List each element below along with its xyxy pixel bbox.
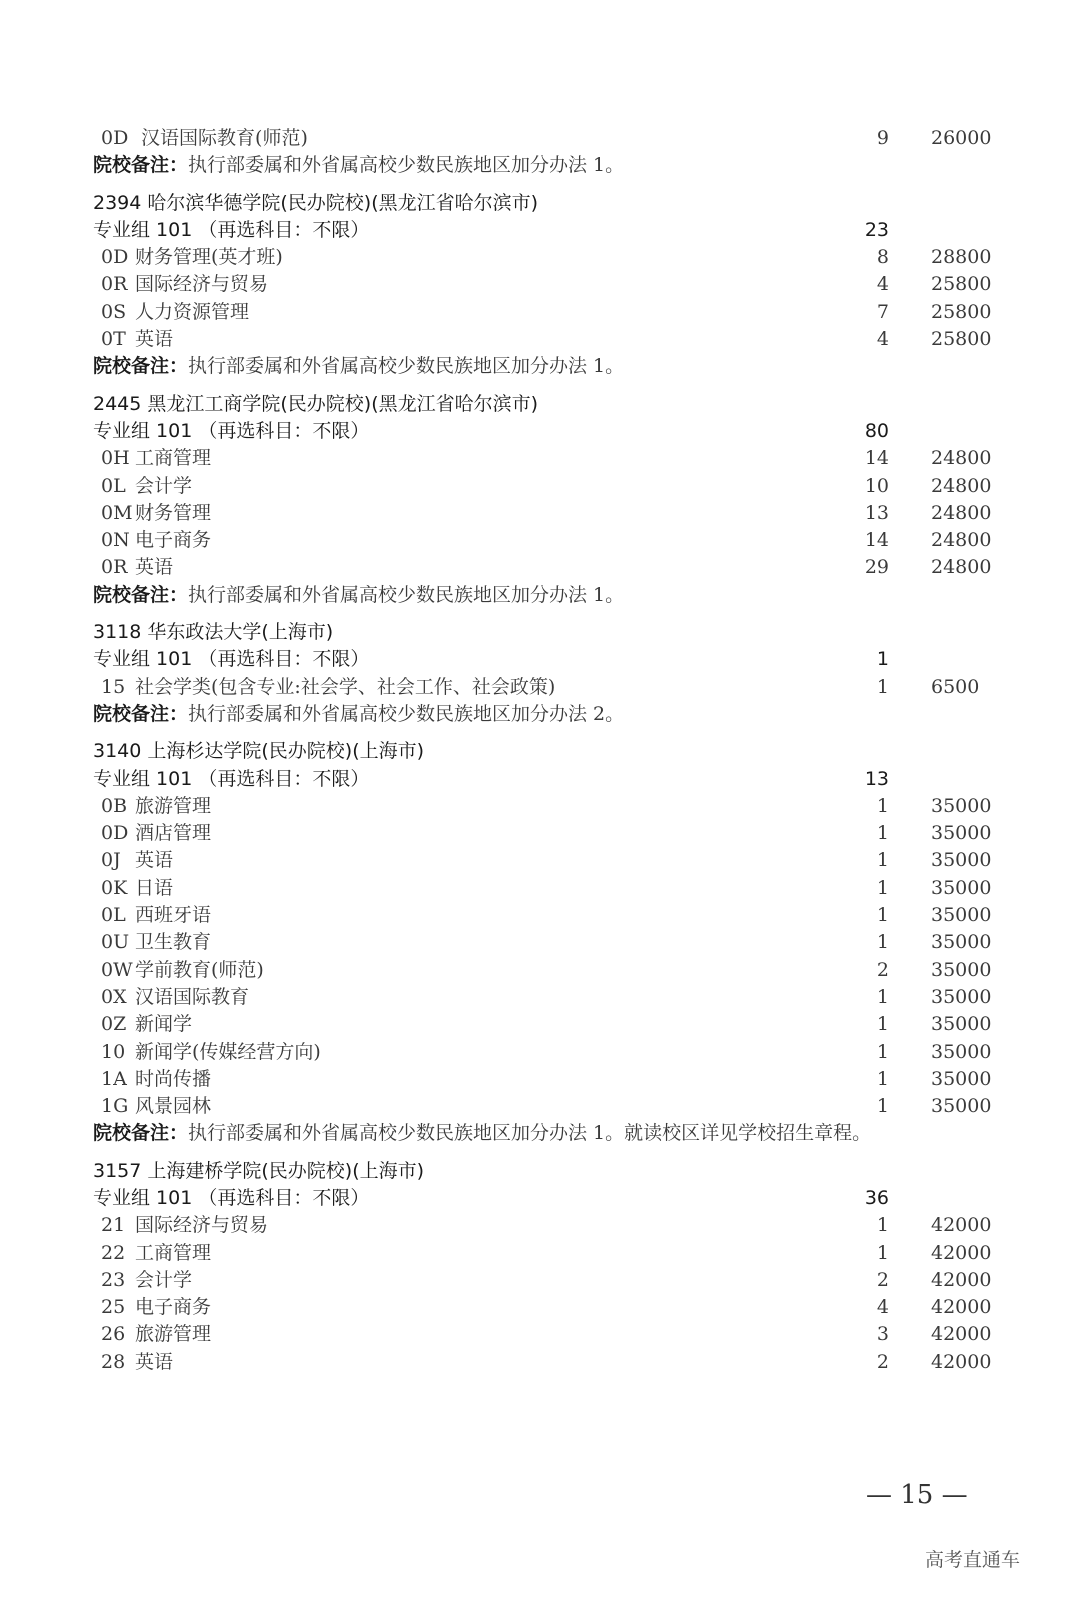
major-count: 14 (864, 529, 889, 552)
note-label: 院校备注： (93, 1122, 189, 1145)
major-row (93, 1294, 1013, 1321)
watermark: 高考直通车 (925, 1549, 1021, 1571)
major-count: 1 (876, 849, 889, 872)
major-row (93, 929, 1013, 956)
major-code: 1A (101, 1067, 127, 1090)
major-count: 1 (876, 1067, 889, 1090)
major-code: 26 (101, 1323, 126, 1346)
major-tuition: 35000 (931, 794, 992, 817)
school-note (93, 582, 1013, 609)
major-code: 0T (101, 328, 126, 351)
major-code: 0U (101, 931, 130, 954)
note-label: 院校备注： (93, 355, 189, 378)
major-row (93, 299, 1013, 326)
school-note (93, 152, 1013, 179)
major-tuition: 24800 (931, 501, 992, 524)
major-name: 英语 (135, 1350, 174, 1373)
major-count: 4 (876, 328, 889, 351)
major-row (93, 445, 1013, 472)
major-name: 汉语国际教育 (135, 985, 250, 1008)
major-count: 2 (876, 1350, 889, 1373)
major-code: 0Z (101, 1013, 127, 1036)
major-row (93, 244, 1013, 271)
major-name: 财务管理(英才班) (135, 246, 283, 269)
major-tuition: 25800 (931, 300, 992, 323)
major-code: 0R (101, 556, 128, 579)
major-tuition: 42000 (931, 1350, 992, 1373)
major-tuition: 35000 (931, 958, 992, 981)
major-code: 21 (101, 1214, 126, 1237)
school-note (93, 701, 1013, 728)
major-name: 国际经济与贸易 (135, 1214, 269, 1237)
group-label: 专业组 101 （再选科目：不限） (93, 419, 370, 442)
major-code: 0D (101, 822, 129, 845)
major-tuition: 42000 (931, 1268, 992, 1291)
group-count: 80 (864, 419, 889, 442)
major-count: 1 (876, 675, 889, 698)
group-count: 36 (864, 1186, 889, 1209)
major-count: 4 (876, 273, 889, 296)
major-code: 28 (101, 1350, 126, 1373)
note-text: 执行部委属和外省属高校少数民族地区加分办法 1。 (188, 154, 625, 177)
major-row (93, 902, 1013, 929)
major-row (93, 793, 1013, 820)
major-tuition: 42000 (931, 1214, 992, 1237)
major-row (93, 1321, 1013, 1348)
major-code: 0D (101, 246, 129, 269)
major-name: 英语 (135, 556, 174, 579)
major-count: 29 (864, 556, 889, 579)
group-label: 专业组 101 （再选科目：不限） (93, 1186, 370, 1209)
school-note (93, 353, 1013, 380)
school-name: 2445 黑龙江工商学院(民办院校)(黑龙江省哈尔滨市) (93, 392, 539, 415)
major-count: 1 (876, 1013, 889, 1036)
major-row (93, 875, 1013, 902)
page-number: — 15 — (866, 1480, 968, 1510)
major-count: 1 (876, 1241, 889, 1264)
major-code: 0J (101, 849, 121, 872)
major-tuition: 35000 (931, 904, 992, 927)
group-count: 23 (864, 218, 889, 241)
major-tuition: 24800 (931, 556, 992, 579)
major-code: 0R (101, 273, 128, 296)
major-count: 1 (876, 931, 889, 954)
major-tuition: 35000 (931, 849, 992, 872)
major-name: 学前教育(师范) (135, 958, 264, 981)
major-code: 0K (101, 876, 128, 899)
school-block (93, 738, 1013, 1147)
major-code: 0H (101, 447, 130, 470)
major-name: 风景园林 (135, 1095, 212, 1118)
note-text: 执行部委属和外省属高校少数民族地区加分办法 2。 (188, 702, 625, 725)
major-row (93, 500, 1013, 527)
major-row (93, 1240, 1013, 1267)
major-tuition: 42000 (931, 1296, 992, 1319)
major-name: 工商管理 (135, 447, 212, 470)
major-code: 0N (101, 529, 130, 552)
major-tuition: 24800 (931, 474, 992, 497)
major-name: 电子商务 (135, 1296, 212, 1319)
note-text: 执行部委属和外省属高校少数民族地区加分办法 1。 (188, 583, 625, 606)
school-note (93, 1120, 1013, 1147)
major-tuition: 6500 (931, 675, 980, 698)
major-code: 0L (101, 474, 126, 497)
major-row (93, 125, 1013, 152)
group-count: 13 (864, 767, 889, 790)
major-row (93, 1093, 1013, 1120)
major-tuition: 35000 (931, 931, 992, 954)
major-group-row (93, 217, 1013, 244)
major-name: 汉语国际教育(师范) (141, 127, 308, 149)
major-count: 1 (876, 1214, 889, 1237)
major-tuition: 26000 (931, 127, 992, 149)
major-row (93, 271, 1013, 298)
major-code: 22 (101, 1241, 126, 1264)
major-row (93, 820, 1013, 847)
major-tuition: 28800 (931, 246, 992, 269)
major-name: 会计学 (135, 1268, 193, 1291)
major-code: 23 (101, 1268, 126, 1291)
major-row (93, 473, 1013, 500)
major-name: 新闻学 (135, 1013, 193, 1036)
major-count: 2 (876, 1268, 889, 1291)
major-code: 25 (101, 1296, 126, 1319)
school-block (93, 190, 1013, 381)
major-row (93, 984, 1013, 1011)
major-row (93, 1039, 1013, 1066)
major-count: 2 (876, 958, 889, 981)
major-code: 0S (101, 300, 127, 323)
major-name: 财务管理 (135, 501, 212, 524)
school-title (93, 738, 1013, 765)
note-label: 院校备注： (93, 154, 189, 177)
major-code: 1G (101, 1095, 129, 1118)
major-code: 0M (101, 501, 133, 524)
school-title (93, 1158, 1013, 1185)
major-code: 0B (101, 794, 128, 817)
major-tuition: 24800 (931, 447, 992, 470)
major-count: 1 (876, 822, 889, 845)
school-block (93, 391, 1013, 609)
major-code: 0L (101, 904, 126, 927)
group-count: 1 (876, 648, 889, 671)
school-title (93, 391, 1013, 418)
major-code: 0W (101, 958, 133, 981)
major-count: 1 (876, 985, 889, 1008)
major-tuition: 35000 (931, 822, 992, 845)
major-count: 10 (864, 474, 889, 497)
major-row (93, 957, 1013, 984)
school-title (93, 619, 1013, 646)
major-group-row (93, 646, 1013, 673)
major-count: 8 (876, 246, 889, 269)
major-row (93, 1349, 1013, 1376)
major-tuition: 35000 (931, 1013, 992, 1036)
major-tuition: 35000 (931, 985, 992, 1008)
major-count: 1 (876, 876, 889, 899)
major-tuition: 42000 (931, 1241, 992, 1264)
major-count: 1 (876, 1095, 889, 1118)
major-name: 新闻学(传媒经营方向) (135, 1040, 321, 1063)
major-row (93, 1267, 1013, 1294)
note-label: 院校备注： (93, 702, 189, 725)
school-name: 3157 上海建桥学院(民办院校)(上海市) (93, 1159, 425, 1182)
group-label: 专业组 101 （再选科目：不限） (93, 218, 370, 241)
major-tuition: 35000 (931, 1095, 992, 1118)
major-row (93, 1066, 1013, 1093)
major-name: 日语 (135, 876, 174, 899)
major-count: 4 (876, 1296, 889, 1319)
major-tuition: 35000 (931, 1040, 992, 1063)
major-count: 7 (876, 300, 889, 323)
school-name: 3118 华东政法大学(上海市) (93, 621, 334, 644)
major-name: 英语 (135, 328, 174, 351)
major-tuition: 25800 (931, 328, 992, 351)
major-group-row (93, 766, 1013, 793)
major-name: 英语 (135, 849, 174, 872)
major-name: 卫生教育 (135, 931, 212, 954)
note-label: 院校备注： (93, 583, 189, 606)
school-block (93, 619, 1013, 728)
major-name: 人力资源管理 (135, 300, 250, 323)
major-row (93, 1011, 1013, 1038)
admission-plan-list (93, 125, 1013, 1376)
major-name: 国际经济与贸易 (135, 273, 269, 296)
major-tuition: 42000 (931, 1323, 992, 1346)
major-name: 旅游管理 (135, 794, 212, 817)
major-code: 0D (101, 127, 129, 149)
major-name: 旅游管理 (135, 1323, 212, 1346)
major-count: 3 (876, 1323, 889, 1346)
major-tuition: 35000 (931, 1067, 992, 1090)
school-block (93, 1158, 1013, 1376)
school-name: 3140 上海杉达学院(民办院校)(上海市) (93, 740, 425, 763)
major-group-row (93, 1185, 1013, 1212)
major-row (93, 326, 1013, 353)
major-name: 西班牙语 (135, 904, 212, 927)
school-name: 2394 哈尔滨华德学院(民办院校)(黑龙江省哈尔滨市) (93, 191, 539, 214)
major-name: 社会学类(包含专业:社会学、社会工作、社会政策) (135, 675, 556, 698)
major-name: 时尚传播 (135, 1067, 212, 1090)
school-title (93, 190, 1013, 217)
major-row (93, 1212, 1013, 1239)
major-code: 0X (101, 985, 127, 1008)
major-count: 1 (876, 794, 889, 817)
major-name: 酒店管理 (135, 822, 212, 845)
major-tuition: 24800 (931, 529, 992, 552)
major-tuition: 25800 (931, 273, 992, 296)
major-count: 13 (864, 501, 889, 524)
group-label: 专业组 101 （再选科目：不限） (93, 767, 370, 790)
group-label: 专业组 101 （再选科目：不限） (93, 648, 370, 671)
major-count: 9 (876, 127, 889, 149)
major-code: 10 (101, 1040, 126, 1063)
major-code: 15 (101, 675, 126, 698)
major-count: 14 (864, 447, 889, 470)
major-count: 1 (876, 1040, 889, 1063)
major-name: 会计学 (135, 474, 193, 497)
major-row (93, 527, 1013, 554)
note-text: 执行部委属和外省属高校少数民族地区加分办法 1。 (188, 355, 625, 378)
major-row (93, 847, 1013, 874)
note-text: 执行部委属和外省属高校少数民族地区加分办法 1。就读校区详见学校招生章程。 (188, 1122, 872, 1145)
major-group-row (93, 418, 1013, 445)
major-name: 工商管理 (135, 1241, 212, 1264)
major-name: 电子商务 (135, 529, 212, 552)
major-count: 1 (876, 904, 889, 927)
major-row (93, 554, 1013, 581)
major-tuition: 35000 (931, 876, 992, 899)
major-row (93, 674, 1013, 701)
